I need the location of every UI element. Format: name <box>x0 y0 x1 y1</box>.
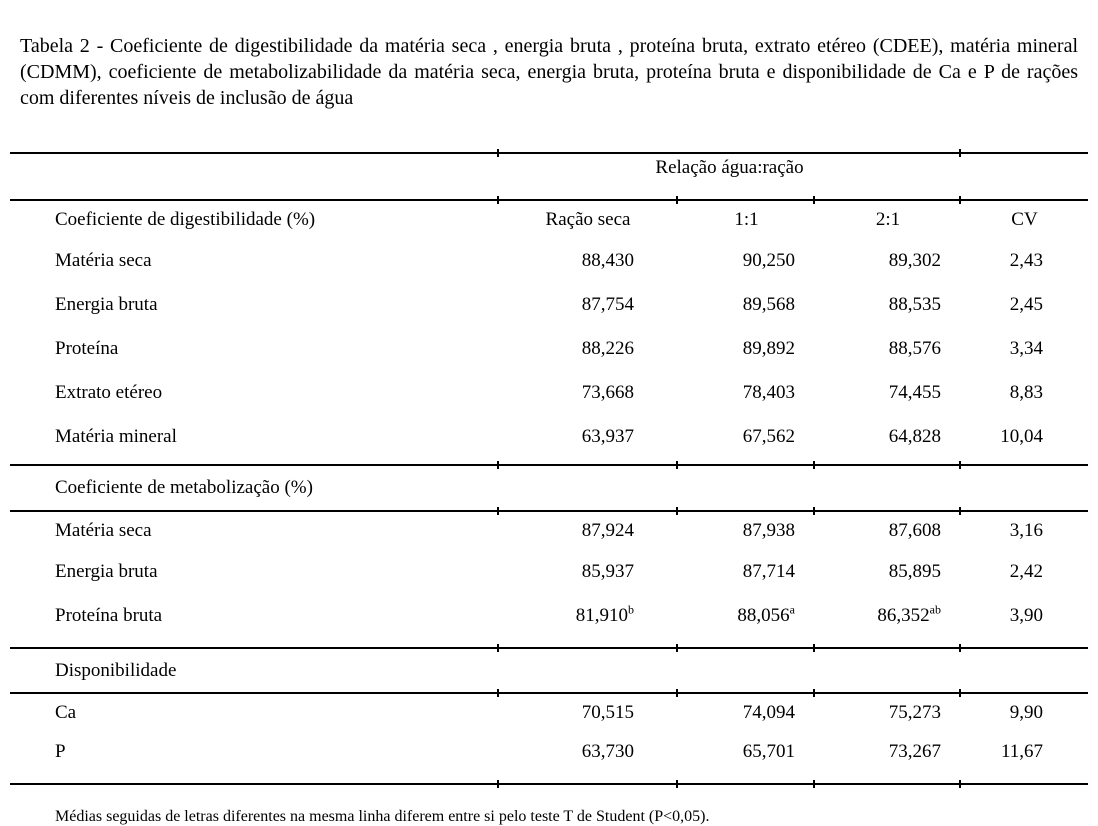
col-header-2-1: 2:1 <box>875 209 901 230</box>
value-cell: 87,714 <box>742 561 795 582</box>
value-cell: 89,892 <box>742 338 795 359</box>
value-cell <box>815 602 961 627</box>
column-tick <box>497 461 499 469</box>
table-rule <box>10 510 1088 512</box>
value-cell: 85,937 <box>581 561 634 582</box>
value-cell: 89,568 <box>742 294 795 315</box>
value-cell: 63,730 <box>581 741 634 762</box>
column-tick <box>813 644 815 652</box>
column-header-row <box>10 201 1088 239</box>
value-cell <box>498 602 678 627</box>
value-cell: 74,455 <box>888 382 941 403</box>
column-tick <box>959 149 961 157</box>
value-cell: 88,226 <box>581 338 634 359</box>
column-tick <box>676 461 678 469</box>
value-cell: 10,04 <box>1000 426 1043 447</box>
value-cell: 67,562 <box>742 426 795 447</box>
column-tick <box>959 507 961 515</box>
column-tick <box>497 644 499 652</box>
column-tick <box>497 689 499 697</box>
value-cell: 87,608 <box>888 520 941 541</box>
value-cell: 74,094 <box>742 702 795 723</box>
row-label: Proteína <box>55 338 119 359</box>
table-rule <box>10 647 1088 649</box>
value-cell: 3,34 <box>1009 338 1043 359</box>
spacer <box>10 638 1088 647</box>
value-cell: 3,16 <box>1009 520 1043 541</box>
value-cell: 65,701 <box>742 741 795 762</box>
value-cell <box>678 602 815 627</box>
table-row <box>10 327 1088 371</box>
value-cell: 2,43 <box>1009 250 1043 271</box>
data-table <box>10 152 1088 785</box>
table-row <box>10 239 1088 283</box>
table-row <box>10 283 1088 327</box>
table-rule <box>10 692 1088 694</box>
superscript: b <box>628 602 634 617</box>
row-label: Extrato etéreo <box>55 382 163 403</box>
section-header-digestibilidade: Coeficiente de digestibilidade (%) <box>55 209 316 230</box>
value-cell: 78,403 <box>742 382 795 403</box>
column-tick <box>676 507 678 515</box>
superscript: ab <box>929 602 941 617</box>
row-label: Matéria seca <box>55 520 152 541</box>
value: 81,910 <box>575 605 628 626</box>
table-rule-top <box>10 152 1088 154</box>
value-cell: 89,302 <box>888 250 941 271</box>
row-label: Ca <box>55 702 77 723</box>
column-tick <box>813 689 815 697</box>
table-row <box>10 371 1088 415</box>
row-label: Energia bruta <box>55 561 158 582</box>
col-header-cv: CV <box>1011 209 1038 230</box>
row-label: Matéria seca <box>55 250 152 271</box>
value-cell: 73,267 <box>888 741 941 762</box>
value-cell: 87,754 <box>581 294 634 315</box>
section-header-disponibilidade: Disponibilidade <box>55 659 177 681</box>
value-cell: 88,430 <box>581 250 634 271</box>
column-tick <box>959 689 961 697</box>
table-rule <box>10 199 1088 201</box>
table-row <box>10 694 1088 732</box>
value-cell: 70,515 <box>581 702 634 723</box>
value-cell: 63,937 <box>581 426 634 447</box>
table-row <box>10 732 1088 772</box>
value-cell: 90,250 <box>742 250 795 271</box>
table-footnote: Médias seguidas de letras diferentes na mesma linha diferem entre si pelo teste T de Student (P<0,05). <box>55 808 710 825</box>
value-cell: 64,828 <box>888 426 941 447</box>
value-cell: 85,895 <box>888 561 941 582</box>
row-label: Proteína bruta <box>55 605 163 626</box>
row-label: P <box>55 741 66 762</box>
value-cell: 75,273 <box>888 702 941 723</box>
column-tick <box>497 149 499 157</box>
section-header-row <box>10 649 1088 692</box>
value-cell: 73,668 <box>581 382 634 403</box>
value: 3,90 <box>1009 605 1043 626</box>
row-label: Energia bruta <box>55 294 158 315</box>
row-label: Matéria mineral <box>55 426 177 447</box>
value-cell: 11,67 <box>1000 741 1043 762</box>
table-row <box>10 415 1088 459</box>
column-tick <box>813 507 815 515</box>
column-tick <box>676 196 678 204</box>
group-header-row <box>10 154 1088 199</box>
table-rule <box>10 464 1088 466</box>
col-header-1-1: 1:1 <box>734 209 759 230</box>
value-cell: 2,42 <box>1009 561 1043 582</box>
value-cell: 2,45 <box>1009 294 1043 315</box>
column-tick <box>813 196 815 204</box>
column-tick <box>497 507 499 515</box>
spacer <box>10 772 1088 783</box>
table-caption: Tabela 2 - Coeficiente de digestibilidade da matéria seca , energia bruta , proteína bruta, extrato etéreo (CDEE), matéria mineral (CDMM), coeficiente de metabolizabilidade da matéria seca, energia bruta, proteína bruta e disponibilidade de Ca e P de rações com diferentes níveis de inclusão de água <box>20 35 1078 109</box>
section-header-row <box>10 466 1088 510</box>
col-header-racao-seca: Ração seca <box>545 209 631 230</box>
column-tick <box>959 461 961 469</box>
group-header: Relação água:ração <box>655 157 804 178</box>
table-row <box>10 550 1088 594</box>
section-header-metabolizacao: Coeficiente de metabolização (%) <box>55 477 313 498</box>
value-cell: 88,535 <box>888 294 941 315</box>
superscript: a <box>789 602 795 617</box>
value-cell: 8,83 <box>1009 382 1043 403</box>
value: 86,352 <box>877 605 930 626</box>
value-cell: 9,90 <box>1009 702 1043 723</box>
table-row <box>10 512 1088 550</box>
value-cell <box>961 605 1088 627</box>
value-cell: 88,576 <box>888 338 941 359</box>
column-tick <box>813 461 815 469</box>
column-tick <box>497 196 499 204</box>
table-row <box>10 594 1088 638</box>
table-rule-bottom <box>10 783 1088 785</box>
column-tick <box>959 196 961 204</box>
column-tick <box>959 644 961 652</box>
column-tick <box>676 689 678 697</box>
column-tick <box>676 644 678 652</box>
value: 88,056 <box>737 605 790 626</box>
value-cell: 87,924 <box>581 520 634 541</box>
value-cell: 87,938 <box>742 520 795 541</box>
